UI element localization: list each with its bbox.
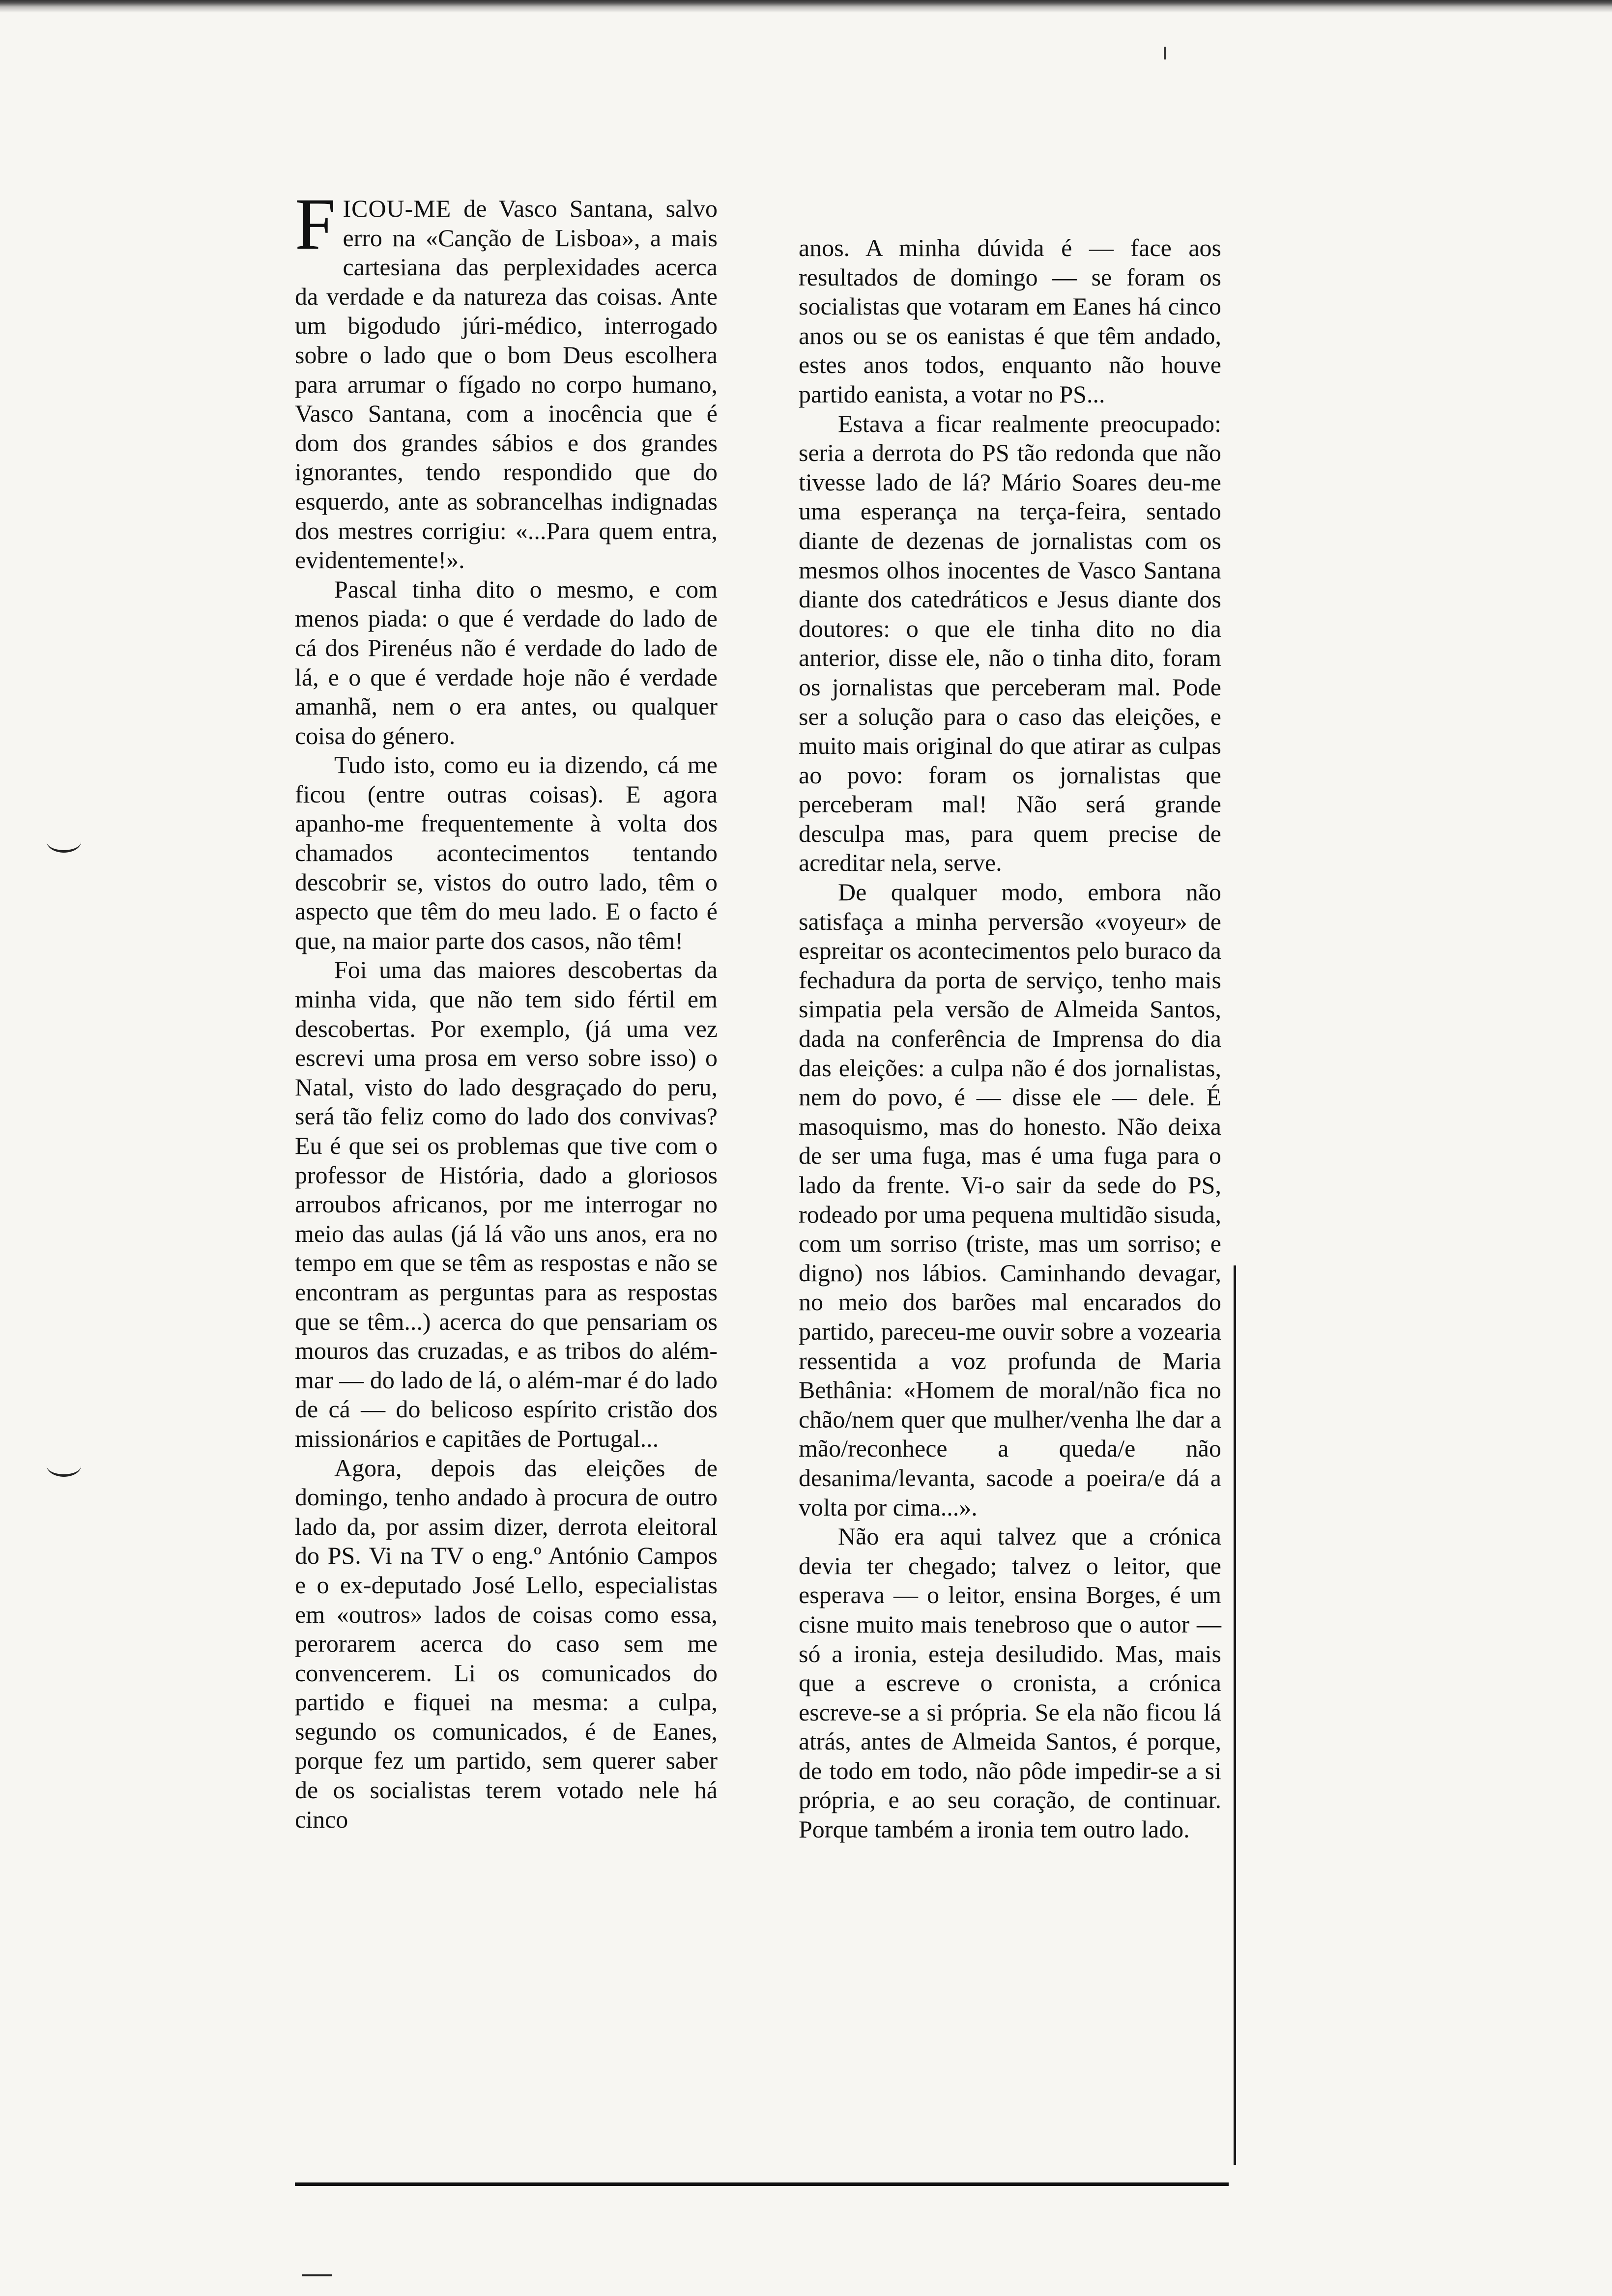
right-column (799, 233, 1221, 1844)
article-paragraph-9: Não era aqui talvez que a crónica devia ter chegado; talvez o leitor, que esperava — o leitor, ensina Borges, é um cisne muito mais tenebroso que o autor — só a ironia, esteja desiludido. Mas, mais que a escreve o cronista, a crónica escreve-se a si própria. Se ela não ficou lá atrás, antes de Almeida Santos, é porque, de todo em todo, não pôde impedir-se a si própria, e ao seu coração, de continuar. Porque também a ironia tem outro lado. (799, 1522, 1221, 1843)
lead-caps: ICOU-ME (343, 195, 452, 222)
scan-bottom-dash (302, 2274, 332, 2276)
article-paragraph-5: Agora, depois das eleições de domingo, tenho andado à procura de outro lado da, por assim dizer, derrota eleitoral do PS. Vi na TV o eng.º António Campos e o ex-deputado José Lello, especialistas em «outros» lados de coisas como essa, perorarem acerca do caso sem me convencerem. Li os comunicados do partido e fiquei na mesma: a culpa, segundo os comunicados, é de Eanes, porque fez um partido, sem querer saber de os socialistas terem votado nele há cinco (295, 1454, 718, 1833)
article-paragraph-8: De qualquer modo, embora não satisfaça a minha perversão «voyeur» de espreitar os acontecimentos pelo buraco da fechadura da porta de serviço, tenho mais simpatia pela versão de Almeida Santos, dada na conferência de Imprensa do dia das eleições: a culpa não é dos jornalistas, nem do povo, é — disse ele — dele. É masoquismo, mas do honesto. Não deixa de ser uma fuga, mas é uma fuga para o lado da frente. Vi-o sair da sede do PS, rodeado por uma pequena multidão sisuda, com um sorriso (triste, mas um sorriso; e digno) nos lábios. Caminhando devagar, no meio dos barões mal encarados do partido, pareceu-me ouvir sobre a vozearia ressentida a voz profunda de Maria Bethânia: «Homem de moral/não fica no chão/nem quer que mulher/venha lhe dar a mão/reconhece a queda/e não desanima/levanta, sacode a poeira/e dá a volta por cima...». (799, 878, 1221, 1521)
article-paragraph-1 (295, 183, 718, 575)
right-border-rule (1234, 1265, 1236, 2165)
newspaper-article (295, 183, 1229, 2187)
binder-hole-mark-lower (47, 1455, 81, 1477)
article-paragraph-3: Tudo isto, como eu ia dizendo, cá me ficou (entre outras coisas). E agora apanho-me frequentemente à volta dos chamados acontecimentos tentando descobrir se, vistos do outro lado, têm o aspecto que têm do meu lado. E o facto é que, na maior parte dos casos, não têm! (295, 751, 718, 954)
binder-hole-mark-upper (47, 831, 81, 853)
article-paragraph-6: anos. A minha dúvida é — face aos resultados de domingo — se foram os socialistas que votaram em Eanes há cinco anos ou se os eanistas é que têm andado, estes anos todos, enquanto não houve partido eanista, a votar no PS... (799, 234, 1221, 408)
scan-speck (1164, 47, 1166, 59)
article-paragraph-4: Foi uma das maiores descobertas da minha vida, que não tem sido fértil em descobertas. Por exemplo, (já uma vez escrevi uma prosa em verso sobre isso) o Natal, visto do lado desgraçado do peru, será tão feliz como do lado dos convivas? Eu é que sei os problemas que tive com o professor de História, dado a gloriosos arroubos africanos, por me interrogar no meio das aulas (já lá vão uns anos, era no tempo em que se têm as respostas e não se encontram as perguntas para as respostas que se têm...) acerca do que pensariam os mouros das cruzadas, e as tribos do além-mar — do lado de lá, o além-mar é do lado de cá — do belicoso espírito cristão dos missionários e capitães de Portugal... (295, 956, 718, 1452)
paragraph-text: de Vasco Santana, salvo erro na «Canção de Lisboa», a mais cartesiana das perplexidades acerca da verdade e da natureza das coisas. Ante um bigodudo júri-médico, interrogado sobre o lado que o bom Deus escolhera para arrumar o fígado no corpo humano, Vasco Santana, com a inocência que é dom dos grandes sábios e dos grandes ignorantes, tendo respondido que do esquerdo, ante as sobrancelhas indignadas dos mestres corrigiu: «...Para quem entra, evidentemente!». (295, 195, 718, 574)
left-column (295, 183, 718, 1834)
scan-top-edge (0, 0, 1612, 13)
bottom-rule (295, 2182, 1229, 2186)
article-paragraph-2: Pascal tinha dito o mesmo, e com menos piada: o que é verdade do lado de cá dos Pirenéus não é verdade do lado de lá, e o que é verdade hoje não é verdade amanhã, nem o era antes, ou qualquer coisa do género. (295, 575, 718, 749)
drop-cap-letter: F (295, 183, 336, 265)
article-paragraph-7: Estava a ficar realmente preocupado: seria a derrota do PS tão redonda que não tivesse lado de lá? Mário Soares deu-me uma esperança na terça-feira, sentado diante de dezenas de jornalistas com os mesmos olhos inocentes de Vasco Santana diante dos catedráticos e Jesus diante dos doutores: o que ele tinha dito no dia anterior, disse ele, não o tinha dito, foram os jornalistas que perceberam mal. Pode ser a solução para o caso das eleições, e muito mais original do que atirar as culpas ao povo: foram os jornalistas que perceberam mal! Não será grande desculpa mas, para quem precise de acreditar nela, serve. (799, 409, 1221, 877)
